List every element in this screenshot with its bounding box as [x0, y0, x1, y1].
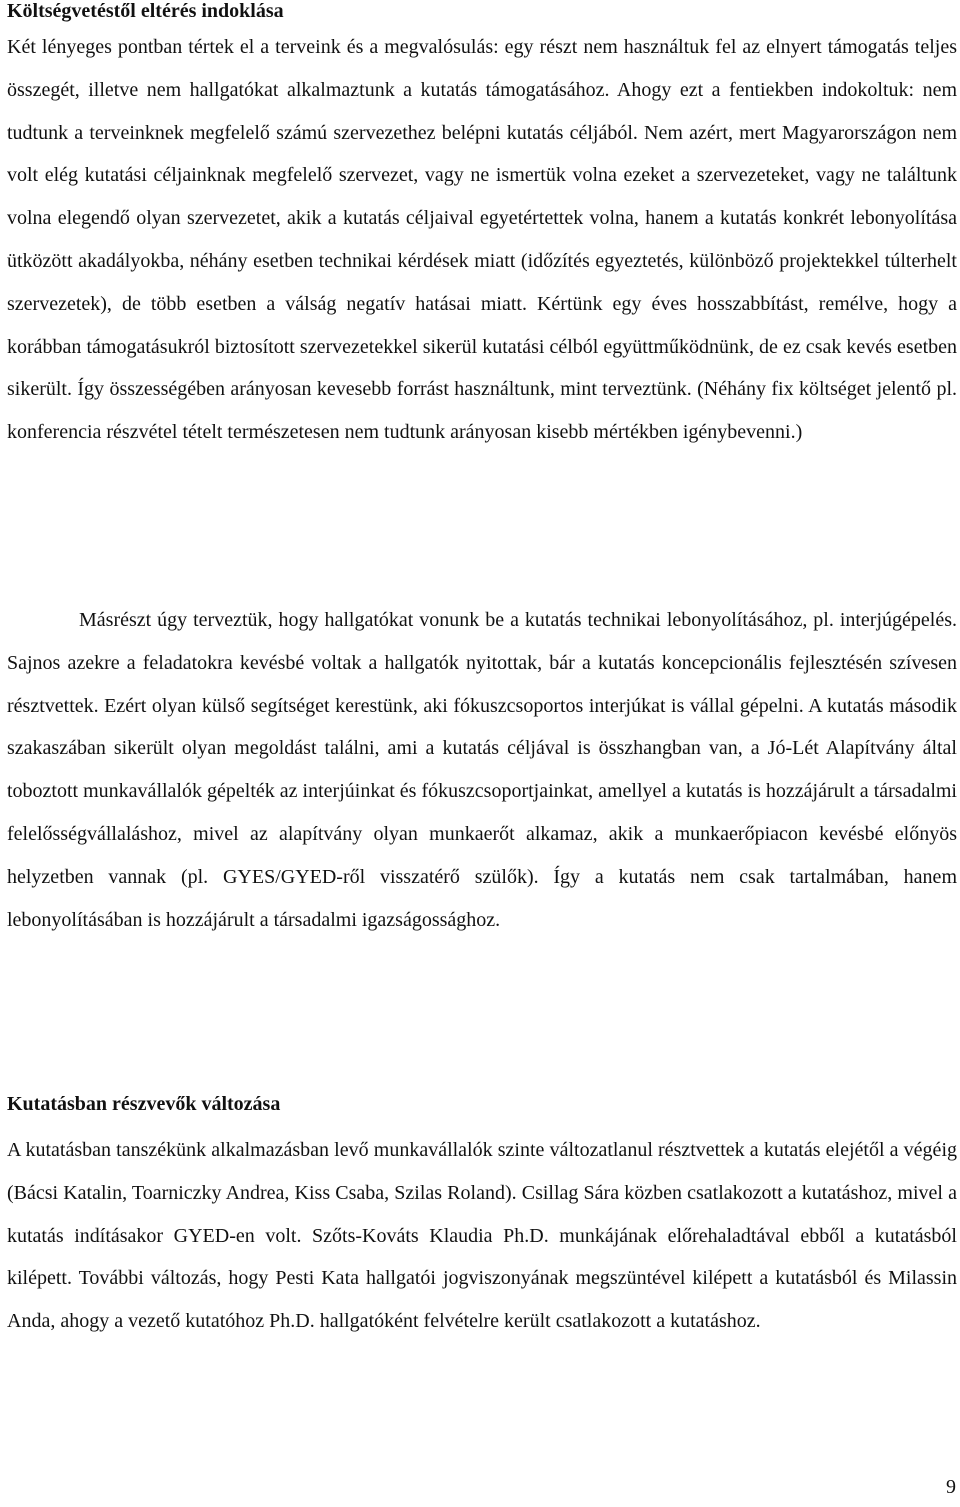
paragraph-participants-change: A kutatásban tanszékünk alkalmazásban levő munkavállalók szinte változatlanul résztvettek a kutatás elejétől a végéig (Bácsi Katalin, Toarniczky Andrea, Kiss Csaba, Szilas Roland). Csillag Sára közben csatlakozott a kutatáshoz, mivel a kutatás indításakor GYED-en volt. Szőts-Kováts Klaudia Ph.D. munkájának előrehaladtával ebből a kutatásból kilépett. További változás, hogy Pesti Kata hallgatói jogviszonyának megszüntével kilépett a kutatásból és Milassin Anda, ahogy a vezető kutatóhoz Ph.D. hallgatóként felvételre került csatlakozott a kutatáshoz. [7, 1139, 957, 1333]
paragraph-budget-deviation-2: Másrészt úgy terveztük, hogy hallgatókat vonunk be a kutatás technikai lebonyolításához, pl. interjúgépelés. Sajnos azekre a feladatokra kevésbé voltak a hallgatók nyitottak, bár a kutatás koncepcionális fejlesztésén szívesen résztvettek. Ezért olyan külső segítséget kerestünk, aki fókuszcsoportos interjúkat is vállal gépelni. A kutatás második szakaszában sikerült olyan megoldást találni, ami a kutatás céljával is összhangban van, a Jó-Lét Alapítvány által toboztott munkavállalók gépelték az interjúinkat és fókuszcsoportjainkat, amellyel a kutatás is hozzájárult a társadalmi felelősségvállaláshoz, mivel az alapítvány olyan munkaerőt alkamaz, akik a munkaerőpiacon kevésbé előnyös helyzetben vannak (pl. GYES/GYED-ről visszatérő szülők). Így a kutatás nem csak tartalmában, hanem lebonyolításában is hozzájárult a társadalmi igazságossághoz. [7, 609, 957, 931]
page-number: 9 [946, 1476, 956, 1498]
section-heading-budget-deviation: Költségvetéstől eltérés indoklása [7, 0, 284, 22]
paragraph-budget-deviation-1: Két lényeges pontban tértek el a terveink és a megvalósulás: egy részt nem használtuk fel az elnyert támogatás teljes összegét, illetve nem hallgatókat alkalmaztunk a kutatás támogatásához. Ahogy ezt a fentiekben indokoltuk: nem tudtunk a terveinknek megfelelő számú szervezethez belépni kutatás céljából. Nem azért, mert Magyarországon nem volt elég kutatási céljainknak megfelelő szervezet, vagy ne ismertük volna ezeket a szervezeteket, vagy ne találtunk volna elegendő olyan szervezetet, akik a kutatás céljaival egyetértettek volna, hanem a kutatás konkrét lebonyolítása ütközött akadályokba, néhány esetben technikai kérdések miatt (időzítés egyeztetés, különböző projektekkel túlterhelt szervezetek), de több esetben a válság negatív hatásai miatt. Kértünk egy éves hosszabbítást, remélve, hogy a korábban támogatásukról biztosított szervezetekkel sikerül kutatási célból együttműködnünk, de ez csak kevés esetben sikerült. Így összességében arányosan kevesebb forrást használtunk, mint terveztünk. (Néhány fix költséget jelentő pl. konferencia részvétel tételt természetesen nem tudtunk arányosan kisebb mértékben igénybevenni.) [7, 36, 957, 444]
section-heading-participants-change: Kutatásban részvevők változása [7, 1093, 281, 1115]
